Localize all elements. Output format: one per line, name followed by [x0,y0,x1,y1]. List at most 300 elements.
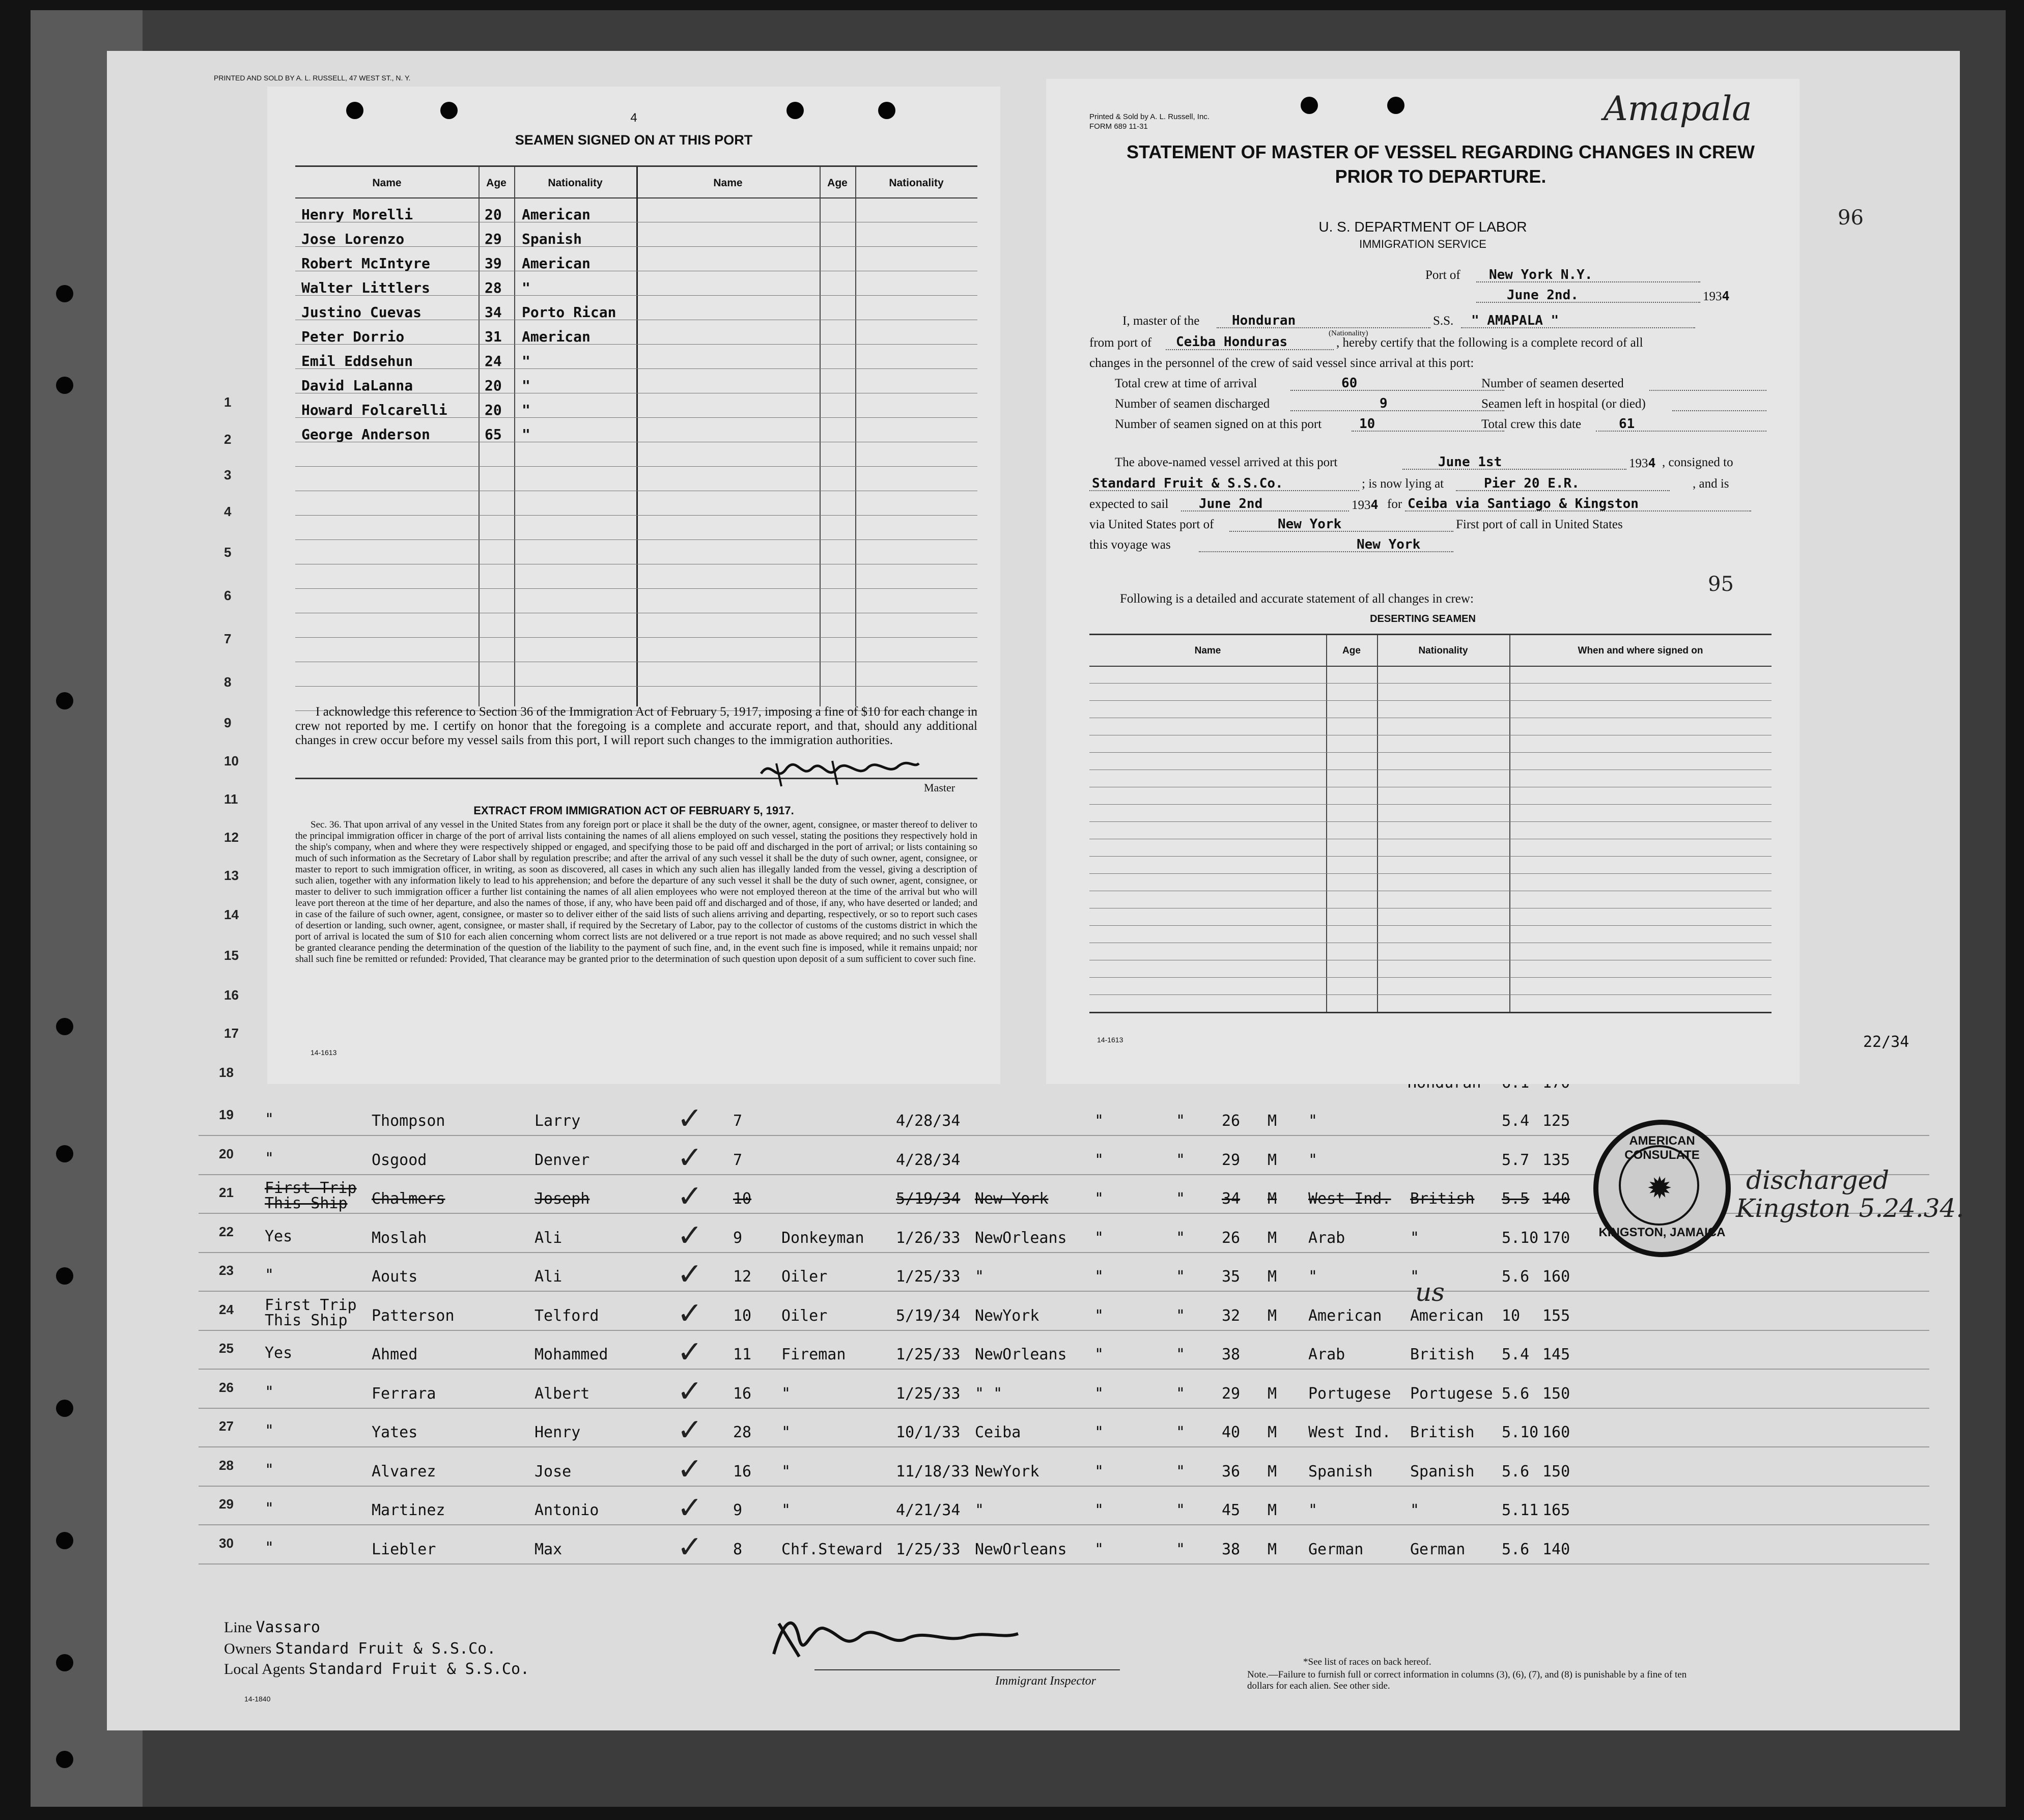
manifest-given: Ali [535,1229,563,1247]
seaman-nationality: " [522,402,530,418]
total-arrival-label: Total crew at time of arrival [1115,377,1257,390]
manifest-family: Martinez [372,1501,445,1519]
manifest-years: 9 [733,1501,743,1519]
check-icon: ✓ [677,1295,703,1331]
for-label: for [1387,497,1402,511]
manifest-place: NewOrleans [975,1229,1067,1247]
page-hole [440,102,458,119]
manifest-years: 16 [733,1462,752,1481]
manifest-given: Jose [535,1462,572,1481]
manifest-place: " [975,1268,985,1286]
seaman-age: 34 [485,304,502,321]
manifest-race: " [1308,1268,1318,1286]
manifest-years: 8 [733,1540,743,1558]
ditto-mark: " [1094,1268,1104,1286]
manifest-age: 40 [1222,1424,1241,1441]
arrived-date: June 1st [1438,454,1502,470]
manifest-age: 29 [1222,1151,1241,1169]
manifest-height: 5.6 [1502,1540,1530,1558]
manifest-date: 4/21/34 [896,1501,961,1519]
total-date-label: Total crew this date [1481,417,1582,431]
ditto-mark: " [1094,1151,1104,1169]
seaman-nationality: American [522,206,591,223]
seaman-age: 39 [485,255,502,272]
manifest-race: Arab [1308,1346,1345,1363]
pencil-ship-name: Amapala [1604,89,1752,128]
manifest-place: " " [975,1384,1003,1403]
seamen-signed-title: SEAMEN SIGNED ON AT THIS PORT [515,132,753,148]
row-number: 8 [224,674,232,690]
check-icon: ✓ [677,1140,703,1176]
manifest-given: Mohammed [535,1346,608,1363]
manifest-nationality: British [1410,1346,1475,1363]
manifest-nationality: " [1410,1229,1420,1247]
ship-name: " AMAPALA " [1471,313,1559,328]
row-rule [199,1446,1929,1447]
seaman-age: 28 [485,279,502,296]
manifest-race: " [1308,1112,1318,1130]
manifest-years: 10 [733,1306,752,1325]
manifest-age: 45 [1222,1501,1241,1519]
seaman-name: Emil Eddsehun [301,353,413,369]
seaman-name: George Anderson [301,426,430,443]
manifest-family: Ferrara [372,1384,436,1403]
seaman-name: Robert McIntyre [301,255,430,272]
discharged-label: Number of seamen discharged [1115,397,1270,411]
manifest-years: 7 [733,1112,743,1130]
manifest-place: NewYork [975,1462,1039,1481]
manifest-nationality: German [1410,1540,1466,1558]
ditto-mark: " [1176,1229,1186,1247]
seaman-name: Justino Cuevas [301,304,422,321]
manifest-years: 12 [733,1268,752,1286]
check-icon: ✓ [677,1334,703,1370]
row-rule [199,1369,1929,1370]
ditto-mark: " [1094,1462,1104,1481]
manifest-family: Yates [372,1424,418,1441]
table-rule [1089,994,1772,995]
agents-label: Local Agents [224,1661,305,1677]
discharge-note-line2: Kingston 5.24.34. [1736,1193,1964,1223]
note-star: *See list of races on back hereof. [1303,1657,1431,1667]
manifest-nationality: " [1410,1501,1420,1519]
table-rule [295,539,977,540]
manifest-given: Denver [535,1151,590,1169]
manifest-given: Joseph [535,1190,590,1208]
seaman-nationality: Porto Rican [522,304,616,321]
manifest-age: 29 [1222,1384,1241,1403]
right-page [1046,79,1800,1084]
manifest-race: American [1308,1306,1382,1325]
row-number: 12 [224,830,239,845]
row-rule [199,1291,1929,1292]
ditto-mark: " [1094,1540,1104,1558]
manifest-given: Telford [535,1306,599,1325]
seaman-nationality: American [522,255,591,272]
seaman-name: David LaLanna [301,377,413,394]
row-rule [199,1524,1929,1525]
manifest-weight: 150 [1542,1384,1570,1403]
seaman-nationality: " [522,426,530,443]
manifest-years: 9 [733,1229,743,1247]
manifest-first-trip: " [265,1539,274,1557]
manifest-height: 5.4 [1502,1346,1530,1363]
row-number: 10 [224,753,239,769]
master-of-label: I, master of the [1122,314,1200,328]
row-rule [199,1408,1929,1409]
manifest-weight: 140 [1542,1540,1570,1558]
manifest-page-number: 96 [1838,206,1864,230]
discharged-value: 9 [1380,396,1388,411]
manifest-weight: 145 [1542,1346,1570,1363]
line-field [224,1618,320,1636]
consulate-stamp [1593,1120,1731,1257]
manifest-sex: M [1268,1306,1277,1325]
binder-hole [56,377,73,394]
binder-hole [56,1400,73,1417]
inspector-line [814,1669,1120,1670]
seaman-age: 24 [485,353,502,369]
lying-label: ; is now lying at [1362,477,1444,491]
manifest-date: 5/19/34 [896,1190,961,1208]
manifest-height: 5.6 [1502,1268,1530,1286]
service: IMMIGRATION SERVICE [1359,238,1486,250]
manifest-age: 38 [1222,1346,1241,1363]
nationality-caption: (Nationality) [1329,329,1368,337]
table-rule [295,515,977,516]
manifest-place: NewOrleans [975,1540,1067,1558]
manifest-given: Ali [535,1268,563,1286]
row-number: 30 [219,1535,234,1551]
manifest-sex: M [1268,1501,1277,1519]
row-number: 24 [219,1301,234,1317]
seaman-nationality: Spanish [522,231,582,247]
manifest-sex: M [1268,1384,1277,1403]
manifest-first-trip: " [265,1383,274,1401]
manifest-family: Moslah [372,1229,427,1247]
check-icon: ✓ [677,1412,703,1448]
manifest-weight: 160 [1542,1268,1570,1286]
manifest-height: 5.6 [1502,1462,1530,1481]
manifest-date: 1/25/33 [896,1346,961,1363]
table-rule [1089,752,1772,753]
manifest-family: Osgood [372,1151,427,1169]
manifest-first-trip: " [265,1149,274,1168]
table-rule [295,466,977,467]
manifest-date: 1/25/33 [896,1384,961,1403]
manifest-family: Patterson [372,1306,455,1325]
sail-date: June 2nd [1199,496,1263,511]
ditto-mark: " [1176,1462,1186,1481]
manifest-race: Arab [1308,1229,1345,1247]
table-rule [1089,873,1772,874]
manifest-nationality: " [1410,1268,1420,1286]
row-number: 19 [219,1107,234,1122]
voyage-label: this voyage was [1089,538,1171,552]
col-age: Age [486,177,507,189]
document-scan: PRINTED AND SOLD BY A. L. RUSSELL, 47 WEST ST., N. Y. 96 22/34 1 2 3 4 5 6 7 8 9 10 11 12 13 14 15 16 17 18 19 " Thompson Larry 7 4/28/34 " 26 M 5.4 125 ✓ " " 20 " Osgood Denver 7 4/28/34 " 29 M 5.7 135 ✓ " " 21 First Trip This Ship Chalmers Joseph 10 5/19/34 New York West Ind. British 34 M 5.5 140 ✓ " " 22 Yes Moslah Ali 9 Donkeyman 1/26/33 NewOrleans Arab " 26 M 5.10 170 ✓ " " 23 " Aouts Ali 12 Oiler 1/25/33 " " " 35 M 5.6 160 ✓ " " 24 First Trip This Ship Patterson Telford 10 Oiler 5/19/34 NewYork American American 32 M 10 155 ✓ " " 25 Yes Ahmed Mohammed 11 Fireman 1/25/33 NewOrleans Arab British 38 5.4 145 ✓ " " 26 " Ferrara Albert 16 " 1/25/33 " " Portugese Portugese 29 M 5.6 150 ✓ " " 27 " Yates Henry 28 " 10/1/33 Ceiba West Ind. British 40 M 5.10 160 ✓ " " 28 " Alvarez Jose 16 " 11/18/33 NewYork Spanish Spanish 36 M 5.6 150 ✓ " " 29 " Martinez Antonio 9 " 4/21/34 " " " 45 M 5.11 165 ✓ " " 30 " Liebler Max 8 Chf.Steward 1/25/33 NewOrleans German German 38 M 5.6 140 ✓ " " discharged Kingston 5.24.34. us AMERICAN CONSULATE ✹ KINGSTON, JAMAICA Line Vassaro Owners Standard Fruit & S.S.Co. Local Agents Standard Fruit & S.S.Co. 14-1840 Immigrant Inspector *See list of races on back hereof. Note.—Failure to furnish full or correct information in columns (3), (6), (7), and (8) is punishable by a fine of ten dollars for each alien. See other side. 4 SEAMEN SIGNED ON AT THIS PORT Name Age Nationality Name Age Nationality Henry Morelli 20 American Jose Lorenzo 29 Spanish Robert McIntyre 39 American Walter Littlers 28 " Justino Cuevas 34 Porto Rican Peter Dorrio 31 American Emil Eddsehun 24 " David LaLanna 20 " Howard Folcarelli 20 " George Anderson 65 " I acknowledge this reference to Section 36 of the Immigration Act of February 5, 1917, imposing a fine of $10 for each change in crew not reported by me. I certify on honor that the foregoing is a complete and accurate report, and that, should any additional changes in crew occur before my vessel sails from this port, I will report such changes to the immigration authorities. Master EXTRACT FROM IMMIGRATION ACT OF FEBRUARY 5, 1917. Sec. 36. That upon arrival of any vessel in the United States from any foreign port or place it shall be the duty of the owner, agent, consignee, or master thereof to deliver to the principal immigration officer in charge of the port of arrival lists containing the names of all aliens employed on such vessel, stating the positions they respectively hold in the ship's company, when and where they were respectively shipped or engaged, and specifying those to be paid off and discharged in the port of arrival; or lists containing so much of such information as the Secretary of Labor shall by regulation prescribe; and after the arrival of any such vessel it shall be the duty of such owner, agent, consignee, or master to report to such immigration officer, in writing, as soon as discovered, all cases in which any such alien has illegally landed from the vessel, giving a description of such alien, together with any information likely to lead to his apprehension; and before the departure of any such vessel it shall be the duty of such owner, agent, consignee, or master to deliver to such immigration officer a further list containing the names of all alien employees who were not employed thereon at the time of the arrival but who will leave port thereon at the time of her departure, and also the names of those, if any, who have been paid off and discharged and of those, if any, who have deserted or landed; and in case of the failure of such owner, agent, consignee, or master so to deliver either of the said lists of such aliens arriving and departing, respectively, or so to report such cases of desertion or landing, such owner, agent, consignee, or master shall, if required by the Secretary of Labor, pay to the collector of customs of the customs district in which the port of arrival is located the sum of $10 for each alien concerning whom correct lists are not delivered or a true report is not made as above required; and no such vessel shall be granted clearance pending the determination of the question of the liability to the payment of such fine, and, in the event such fine is imposed, while it remains unpaid; nor shall such fine be remitted or refunded: Provided, That clearance may be granted prior to the determination of such question upon deposit of a sum sufficient to cover such fine. 14-1613 Printed & Sold by A. L. Russell, Inc. FORM 689 11-31 Amapala STATEMENT OF MASTER OF VESSEL REGARDING CHANGES IN CREW PRIOR TO DEPARTURE. U. S. DEPARTMENT OF LABOR IMMIGRATION SERVICE Port of New York N.Y. June 2nd. 1934 I, master of the Honduran (Nationality) S.S. " AMAPALA " from port of Ceiba Honduras , hereby certify that the following is a complete record of all changes in the personnel of the crew of said vessel since arrival at this port: Total crew at time of arrival 60 Number of seamen discharged 9 Number of seamen signed on at this port 10 Number of seamen deserted Seamen left in hospital (or died) Total crew this date 61 The above-named vessel arrived at this port June 1st 1934 , consigned to Standard Fruit & S.S.Co. ; is now lying at Pier 20 E.R. , and is expected to sail June 2nd 1934 for Ceiba via Santiago & Kingston via United States port of New York First port of call in United States this voyage was New York 95 Following is a detailed and accurate statement of all changes in crew: DESERTING SEAMEN Name Age Nationality When and where signed on 14-1613 [0,0,2024,1820]
nationality-value: Honduran [1232,313,1296,328]
manifest-date: 1/25/33 [896,1540,961,1558]
signed-on-value: 10 [1359,416,1375,432]
row-number: 13 [224,868,239,883]
seaman-name: Jose Lorenzo [301,231,405,247]
right-form-code: 14-1613 [1097,1036,1123,1044]
deserted-label: Number of seamen deserted [1481,377,1624,390]
manifest-height: 5.11 [1502,1501,1539,1519]
manifest-age: 26 [1222,1112,1241,1130]
title-line-2: PRIOR TO DEPARTURE. [1335,166,1547,187]
manifest-weight: 165 [1542,1501,1570,1519]
check-icon: ✓ [677,1529,703,1565]
ditto-mark: " [1094,1229,1104,1247]
manifest-position: Fireman [781,1346,846,1363]
owners-value: Standard Fruit & S.S.Co. [275,1640,496,1658]
left-form-code: 14-1613 [311,1048,337,1057]
manifest-height: 5.6 [1502,1384,1530,1403]
ditto-mark: " [1176,1540,1186,1558]
row-number: 17 [224,1026,239,1041]
manifest-race: Spanish [1308,1462,1373,1481]
row-number: 23 [219,1263,234,1278]
seaman-nationality: " [522,377,530,394]
pencil-us: us [1415,1277,1445,1307]
row-number: 20 [219,1146,234,1161]
manifest-date: 5/19/34 [896,1306,961,1325]
row-number: 1 [224,394,232,410]
first-port: New York [1357,537,1421,552]
seaman-age: 65 [485,426,502,443]
manifest-height: 5.10 [1502,1229,1539,1247]
owners-label: Owners [224,1640,272,1657]
manifest-sex: M [1268,1268,1277,1286]
row-rule [199,1563,1929,1565]
inspector-label: Immigrant Inspector [995,1674,1096,1688]
ditto-mark: " [1176,1151,1186,1169]
des-col-name: Name [1194,645,1221,656]
manifest-family: Chalmers [372,1190,445,1208]
table-rule [1089,977,1772,978]
manifest-race: West Ind. [1308,1190,1391,1208]
seaman-name: Walter Littlers [301,279,430,296]
manifest-weight: 160 [1542,1424,1570,1441]
hospital-label: Seamen left in hospital (or died) [1481,397,1646,411]
manifest-family: Thompson [372,1112,445,1130]
manifest-first-trip: Yes [265,1344,293,1362]
ditto-mark: " [1094,1424,1104,1441]
row-rule [199,1486,1929,1487]
binder-hole [56,692,73,709]
manifest-first-trip: " [265,1111,274,1128]
manifest-race: Portugese [1308,1384,1391,1403]
table-rule [295,637,977,638]
manifest-height: 5.10 [1502,1424,1539,1441]
manifest-age: 38 [1222,1540,1241,1558]
manifest-place: NewYork [975,1306,1039,1325]
manifest-given: Henry [535,1424,581,1441]
row-number: 25 [219,1341,234,1356]
des-col-age: Age [1342,645,1361,656]
left-page-number: 4 [630,111,637,125]
manifest-position: " [781,1384,791,1403]
table-rule [295,588,977,589]
row-number: 16 [224,987,239,1003]
table-rule [1089,683,1772,684]
consignee: Standard Fruit & S.S.Co. [1092,476,1283,491]
via-port: New York [1278,517,1342,532]
manifest-race: " [1308,1501,1318,1519]
binder-hole [56,1267,73,1285]
row-number: 29 [219,1496,234,1512]
note-text: Note.—Failure to furnish full or correct information in columns (3), (6), (7), and (8) is punishable by a fine of ten dollars for each alien. See other side. [1247,1669,1687,1691]
manifest-race: German [1308,1540,1364,1558]
manifest-given: Larry [535,1112,581,1130]
line-label: Line [224,1619,252,1636]
manifest-position: " [781,1424,791,1441]
total-date-value: 61 [1619,416,1635,432]
ditto-mark: " [1176,1306,1186,1325]
from-port-value: Ceiba Honduras [1176,334,1288,350]
binder-hole [56,285,73,302]
from-port-label: from port of [1089,336,1152,350]
table-rule [1089,804,1772,805]
ditto-mark: " [1094,1112,1104,1130]
title-line-1: STATEMENT OF MASTER OF VESSEL REGARDING CHANGES IN CREW [1126,141,1755,162]
table-rule [295,686,977,687]
row-number: 28 [219,1457,234,1473]
check-icon: ✓ [677,1373,703,1409]
manifest-height: 5.5 [1502,1190,1530,1208]
total-arrival-value: 60 [1341,376,1358,391]
manifest-nationality: American [1410,1306,1484,1325]
manifest-race: " [1308,1151,1318,1169]
manifest-position: Donkeyman [781,1229,864,1247]
col-nationality-2: Nationality [889,177,944,189]
row-rule [199,1330,1929,1331]
manifest-position: Oiler [781,1268,828,1286]
discharge-note-line1: discharged [1746,1165,1890,1195]
manifest-weight: 170 [1542,1229,1570,1247]
manifest-race: West Ind. [1308,1424,1391,1441]
manifest-years: 28 [733,1424,752,1441]
acknowledgment: I acknowledge this reference to Section 36 of the Immigration Act of February 5, 1917, imposing a fine of $10 for each change in crew not reported by me. I certify on honor that the foregoing is a complete and accurate report, and that, should any additional changes in crew occur before my vessel sails from this port, I will report such changes to the immigration authorities. [295,705,977,747]
extract-text: Sec. 36. That upon arrival of any vessel in the United States from any foreign port or place it shall be the duty of the owner, agent, consignee, or master thereof to deliver to the principal immigration officer in charge of the port of arrival lists containing the names of all aliens employed on such vessel, stating the positions they respectively hold in the ship's company, when and where they were respectively shipped or engaged, and specifying those to be paid off and discharged in the port of arrival; or lists containing so much of such information as the Secretary of Labor shall by regulation prescribe; and after the arrival of any such vessel it shall be the duty of such owner, agent, consignee, or master to report to such immigration officer, in writing, as soon as discovered, all cases in which any such alien has illegally landed from the vessel, giving a description of such alien, together with any information likely to lead to his apprehension; and before the departure of any such vessel it shall be the duty of such owner, agent, consignee, or master to deliver to such immigration officer a further list containing the names of all alien employees who were not employed thereon at the time of the arrival but who will leave port thereon at the time of her departure, and also the names of those, if any, who have been paid off and discharged and of those, if any, who have deserted or landed; and in case of the failure of such owner, agent, consignee, or master so to deliver either of the said lists of such aliens arriving and departing, respectively, or so to report such cases of desertion or landing, such owner, agent, consignee, or master shall, if required by the Secretary of Labor, pay to the collector of customs of the customs district in which the port of arrival is located the sum of $10 for each alien concerning whom correct lists are not delivered or a true report is not made as above required; and no such vessel shall be granted clearance pending the determination of the question of the liability to the payment of such fine, and, in the event such fine is imposed, while it remains unpaid; nor shall such fine be remitted or refunded: Provided, That clearance may be granted prior to the determination of such question upon deposit of a sum sufficient to cover such fine. [295,819,977,964]
manifest-height: 5.7 [1502,1151,1530,1169]
consigned-label: , consigned to [1662,456,1733,469]
port-value: New York N.Y. [1489,267,1593,282]
agents-value: Standard Fruit & S.S.Co. [308,1660,530,1678]
seaman-age: 20 [485,377,502,394]
manifest-nationality: British [1410,1190,1475,1208]
ss-label: S.S. [1433,314,1454,328]
left-page [267,87,1000,1084]
manifest-weight: 150 [1542,1462,1570,1481]
col-nationality: Nationality [548,177,603,189]
manifest-given: Max [535,1540,563,1558]
owners-field [224,1640,496,1658]
port-label: Port of [1425,268,1460,282]
ditto-mark: " [1094,1306,1104,1325]
statement-title [1122,140,1759,189]
manifest-position: Oiler [781,1306,828,1325]
manifest-first-trip: " [265,1422,274,1440]
manifest-nationality: British [1410,1424,1475,1441]
deserting-table [1089,634,1772,1013]
page-hole [786,102,804,119]
row-number: 11 [224,791,238,807]
date-fragment: 22/34 [1863,1033,1909,1051]
binder-hole [56,1654,73,1671]
check-icon: ✓ [677,1217,703,1254]
and-is: , and is [1693,477,1729,491]
manifest-place: New York [975,1190,1049,1208]
row-number: 3 [224,467,232,482]
manifest-age: 32 [1222,1306,1241,1325]
seaman-nationality: " [522,353,530,369]
row-number: 15 [224,948,239,963]
manifest-weight: 140 [1542,1190,1570,1208]
inspector-signature [764,1608,1028,1664]
manifest-form-code: 14-1840 [244,1695,271,1703]
manifest-years: 11 [733,1346,752,1363]
manifest-sex: M [1268,1462,1277,1481]
check-icon: ✓ [677,1101,703,1136]
row-number: 22 [219,1224,234,1239]
manifest-sex: M [1268,1424,1277,1441]
manifest-height: 5.4 [1502,1112,1530,1130]
master-label: Master [924,781,955,794]
manifest-first-trip: Yes [265,1227,293,1245]
seaman-age: 31 [485,328,502,345]
seaman-age: 20 [485,206,502,223]
extract-title: EXTRACT FROM IMMIGRATION ACT OF FEBRUARY 5, 1917. [473,804,794,817]
deserting-title: DESERTING SEAMEN [1370,613,1476,624]
agents-field [224,1660,529,1678]
form-line: FORM 689 11-31 [1089,122,1148,131]
manifest-age: 26 [1222,1229,1241,1247]
manifest-place: NewOrleans [975,1346,1067,1363]
check-icon: ✓ [677,1490,703,1526]
ditto-mark: " [1176,1112,1186,1130]
row-number: 21 [219,1185,234,1200]
table-rule [1089,925,1772,926]
col-name-2: Name [713,177,743,189]
manifest-position: " [781,1501,791,1519]
ditto-mark: " [1094,1384,1104,1403]
manifest-nationality: Spanish [1410,1462,1475,1481]
binder-hole [56,1145,73,1162]
seaman-nationality: " [522,279,530,296]
ditto-mark: " [1176,1384,1186,1403]
arrived-label: The above-named vessel arrived at this port [1115,456,1338,469]
seaman-name: Henry Morelli [301,206,413,223]
manifest-position: " [781,1462,791,1481]
stamp-text-bottom: KINGSTON, JAMAICA [1598,1226,1726,1239]
des-col-signed-on: When and where signed on [1578,645,1703,656]
manifest-first-trip: " [265,1500,274,1518]
first-port-label: First port of call in United States [1456,518,1623,531]
manifest-position: Chf.Steward [781,1540,883,1558]
ditto-mark: " [1094,1501,1104,1519]
binder-hole [56,1018,73,1035]
row-number: 27 [219,1418,234,1434]
signed-on-label: Number of seamen signed on at this port [1115,417,1322,431]
following-text: Following is a detailed and accurate statement of all changes in crew: [1120,592,1474,606]
ditto-mark: " [1176,1190,1186,1208]
manifest-sex: M [1268,1540,1277,1558]
col-name: Name [372,177,402,189]
binder-hole [56,1751,73,1768]
